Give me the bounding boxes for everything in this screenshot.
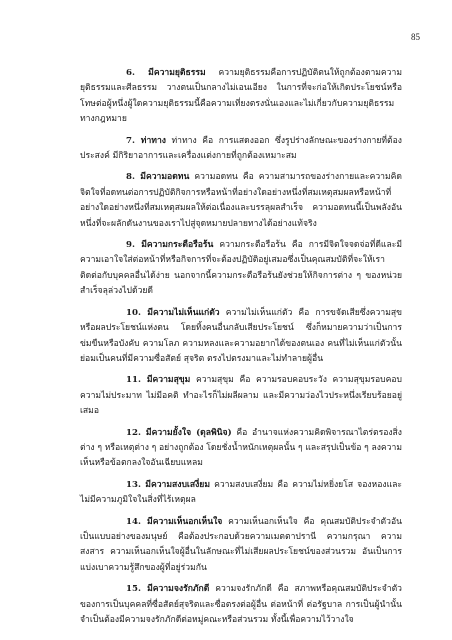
text-11: ความสุขุม คือ ความรอบคอบระวัง ความสุขุมรอบคอบความไม่ประมาท ไม่มีอคติ ทำอะไรก็ไม่ผลีผลาม และมีความว่องไวประหนึ่งเรียบร้อยอยู่เสมอ xyxy=(80,375,402,417)
text-14: ความเห็นอกเห็นใจ คือ คุณสมบัติประจำตัวอันเป็นแบบอย่างของมนุษย์ คือต้องประกอบด้วยความเมตตาปรานี ความกรุณา ความสงสาร ความเห็นอกเห็นใจผู้อื่นในลักษณะที่ไม่เสียผลประโยชน์ของส่วนรวม อันเป็นการแบ่งเบาความรู้สึกของผู้ที่อยู่ร่วมกัน xyxy=(80,516,402,573)
paragraph-6 xyxy=(80,66,402,128)
paragraph-14 xyxy=(80,515,402,577)
paragraph-12 xyxy=(80,426,402,472)
paragraph-13 xyxy=(80,478,402,509)
heading-8: 8. มีความอดทน xyxy=(126,172,190,183)
paragraph-7 xyxy=(80,134,402,165)
document-body xyxy=(80,66,402,634)
text-6: ความยุติธรรมคือการปฏิบัติตนให้ถูกต้องตามความยุติธรรมและศีลธรรม วางตนเป็นกลางไม่เอนเอียง ในการที่จะก่อให้เกิดประโยชน์หรือโทษต่อผู้หนึ่งผู้ใดความยุติธรรมนี้คือความเที่ยงตรงนั่นเองและไม่เกี่ยวกับความยุติธรรมทางกฎหมาย xyxy=(80,68,402,125)
text-13: ความสงบเสงี่ยม คือ ความไม่หยิ่งยโส จองหองและไม่มีความภูมิใจในสิ่งที่ไร้เหตุผล xyxy=(80,479,402,506)
heading-10: 10. มีความไม่เห็นแก่ตัว xyxy=(126,307,220,318)
paragraph-10 xyxy=(80,306,402,368)
paragraph-9 xyxy=(80,238,402,300)
heading-15: 15. มีความจงรักภักดี xyxy=(126,584,210,595)
page-number: 85 xyxy=(411,32,420,42)
text-12: คือ อำนาจแห่งความคิดพิจารณาไตร่ตรองสิ่งต่าง ๆ หรือเหตุต่าง ๆ อย่างถูกต้อง โดยชั่งน้ำหนักเหตุผลนั้น ๆ และสรุปเป็นข้อ ๆ ลงความเห็นหรือข้อตกลงใจอันเฉียบแหลม xyxy=(80,427,402,469)
heading-14: 14. มีความเห็นอกเห็นใจ xyxy=(126,516,223,527)
paragraph-15 xyxy=(80,582,402,628)
text-10: ความไม่เห็นแก่ตัว คือ การขจัดเสียซึ่งความสุขหรือผลประโยชน์แห่งตน โดยทิ้งคนอื่นกลับเสียประโยชน์ ซึ่งก็หมายความว่าเป็นการข่มขืนหรือบังคับ ความโลภ ความหลงและความอยากได้ของตนเอง คนที่ไม่เห็นแก่ตัวนั้นย่อมเป็นคนที่มีความซื่อสัตย์ สุจริต ตรงไปตรงมาและไม่ทำลายผู้อื่น xyxy=(80,307,402,364)
heading-12: 12. มีความยั้งใจ (ดุลพินิจ) xyxy=(126,427,232,438)
heading-13: 13. มีความสงบเสงี่ยม xyxy=(126,479,211,490)
heading-7: 7. ท่าทาง xyxy=(126,135,166,146)
text-8: ความอดทน คือ ความสามารถของร่างกายและความคิดจิตใจที่อดทนต่อการปฏิบัติกิจการหรือหน้าที่อย่างใดอย่างหนึ่งที่สมเหตุสมผลหรือหน้าที่อย่างใดอย่างหนึ่งที่สมเหตุสมผลให้ต่อเนื่องและบรรลุผลสำเร็จ ความอดทนนี้เป็นพลังอันหนึ่งที่จะผลักดันงานของเราไปสู่จุดหมายปลายทางได้อย่างแท้จริง xyxy=(80,172,402,229)
text-15: ความจงรักภักดี คือ สภาพหรือคุณสมบัติประจำตัวของการเป็นบุคคลที่ซื่อสัตย์สุจริตและซื่อตรงต่อผู้อื่น ต่อหน้าที่ ต่อรัฐบาล การเป็นผู้นำนั้นจำเป็นต้องมีความจงรักภักดีต่อหมู่คณะหรือส่วนรวม ทั้งนี้เพื่อความไว้วางใจ xyxy=(80,584,402,625)
paragraph-8 xyxy=(80,170,402,232)
heading-9: 9. มีความกระตือรือร้น xyxy=(126,240,214,251)
text-9: ความกระตือรือร้น คือ การมีจิตใจจดจ่อที่ดีและมีความเอาใจใส่ต่อหน้าที่หรือกิจการที่จะต้องปฏิบัติอยู่เสมอซึ่งเป็นคุณสมบัติที่จะให้เราติดต่อกับบุคคลอื่นได้ง่าย นอกจากนี้ความกระตือรือร้นยังช่วยให้กิจการต่าง ๆ ของหน่วยสำเร็จลุล่วงไปด้วยดี xyxy=(80,240,402,297)
heading-6: 6. มีความยุติธรรม xyxy=(126,68,206,78)
text-7: ท่าทาง คือ การแสดงออก ซึ่งรูปร่างลักษณะของร่างกายที่ต้องประสงค์ มีกิริยาอาการและเครื่องแต่งกายที่ถูกต้องเหมาะสม xyxy=(80,135,402,162)
paragraph-11 xyxy=(80,373,402,419)
heading-11: 11. มีความสุขุม xyxy=(126,375,191,386)
